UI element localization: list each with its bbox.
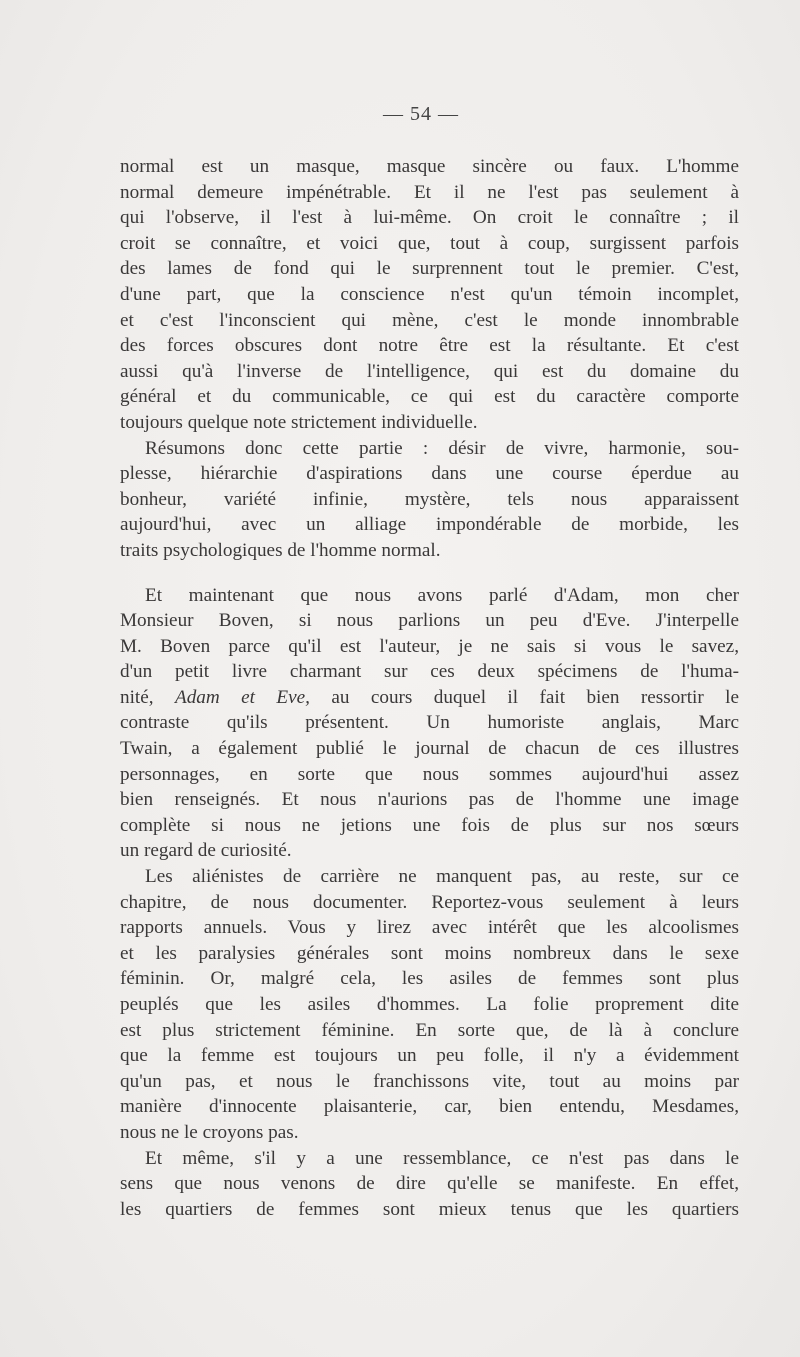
paragraph-4 [120, 864, 739, 1146]
text-line: normal est un masque, masque sincère ou faux. L'homme [120, 156, 739, 177]
text-line: bonheur, variété infinie, mystère, tels nous apparaissent [120, 488, 739, 510]
text-line: des lames de fond qui le surprennent tout le premier. C'est, [120, 258, 739, 280]
text-line: Les aliénistes de carrière ne manquent pas, au reste, sur ce [145, 866, 739, 888]
text-line: féminin. Or, malgré cela, les asiles de femmes sont plus [120, 968, 739, 990]
text-line: Et même, s'il y a une ressemblance, ce n'est pas dans le [145, 1147, 739, 1169]
text-run: au cours duquel il fait bien ressortir le [309, 686, 739, 708]
text-line: d'une part, que la conscience n'est qu'un témoin incomplet, [120, 283, 739, 305]
text-line: qui l'observe, il l'est à lui-même. On croit le connaître ; il [120, 207, 739, 229]
paragraph-2 [120, 436, 739, 564]
text-line: les quartiers de femmes sont mieux tenus que les quartiers [120, 1198, 739, 1220]
text-line: plesse, hiérarchie d'aspirations dans une course éperdue au [120, 463, 739, 485]
text-line: Et maintenant que nous avons parlé d'Adam, mon cher [145, 584, 739, 606]
text-line: Monsieur Boven, si nous parlions un peu d'Eve. J'interpelle [120, 610, 739, 632]
text-line: des forces obscures dont notre être est la résultante. Et c'est [120, 335, 739, 357]
text-line: complète si nous ne jetions une fois de plus sur nos sœurs [120, 814, 739, 836]
text-run: nité, [120, 686, 175, 708]
paragraph-5 [120, 1146, 739, 1223]
text-line: chapitre, de nous documenter. Reportez-vous seulement à leurs [120, 891, 739, 913]
text-line: aujourd'hui, avec un alliage impondérable de morbide, les [120, 514, 739, 536]
book-title: Adam et Eve, [174, 686, 310, 708]
text-line: un regard de curiosité. [120, 840, 292, 862]
text-line: d'un petit livre charmant sur ces deux spécimens de l'huma- [120, 661, 739, 683]
text-line: général et du communicable, ce qui est du caractère comporte [120, 386, 739, 408]
page-number: — 54 — [383, 103, 459, 125]
text-line: sens que nous venons de dire qu'elle se manifeste. En effet, [120, 1173, 739, 1195]
text-line: Résumons donc cette partie : désir de vivre, harmonie, sou- [145, 437, 739, 459]
body-text [120, 154, 739, 1222]
text-line: personnages, en sorte que nous sommes aujourd'hui assez [120, 763, 739, 785]
text-line: que la femme est toujours un peu folle, il n'y a évidemment [120, 1045, 739, 1067]
text-line-with-title [120, 685, 739, 711]
text-line: et les paralysies générales sont moins nombreux dans le sexe [120, 942, 739, 964]
text-line: peuplés que les asiles d'hommes. La folie proprement dite [120, 994, 739, 1015]
text-line: toujours quelque note strictement individuelle. [120, 411, 478, 433]
text-line: croit se connaître, et voici que, tout à coup, surgissent parfois [120, 232, 739, 254]
text-line: nous ne le croyons pas. [120, 1121, 299, 1143]
text-line: contraste qu'ils présentent. Un humoriste anglais, Marc [120, 712, 739, 734]
text-line: et c'est l'inconscient qui mène, c'est le monde innombrable [120, 309, 739, 331]
text-line: bien renseignés. Et nous n'aurions pas de l'homme une image [120, 789, 739, 811]
text-line: normal demeure impénétrable. Et il ne l'est pas seulement à [120, 181, 739, 203]
section-gap [120, 564, 739, 583]
text-line: Twain, a également publié le journal de chacun de ces illustres [120, 738, 739, 760]
text-line: M. Boven parce qu'il est l'auteur, je ne sais si vous le savez, [120, 635, 739, 657]
text-line: traits psychologiques de l'homme normal. [120, 539, 441, 561]
text-line: manière d'innocente plaisanterie, car, bien entendu, Mesdames, [120, 1096, 739, 1118]
paragraph-3 [120, 583, 739, 865]
text-line: aussi qu'à l'inverse de l'intelligence, qui est du domaine du [120, 360, 739, 382]
text-line: est plus strictement féminine. En sorte que, de là à conclure [120, 1019, 739, 1041]
paragraph-1 [120, 154, 739, 436]
text-line: qu'un pas, et nous le franchissons vite, tout au moins par [120, 1070, 739, 1092]
text-line: rapports annuels. Vous y lirez avec intérêt que les alcoolismes [120, 917, 739, 939]
